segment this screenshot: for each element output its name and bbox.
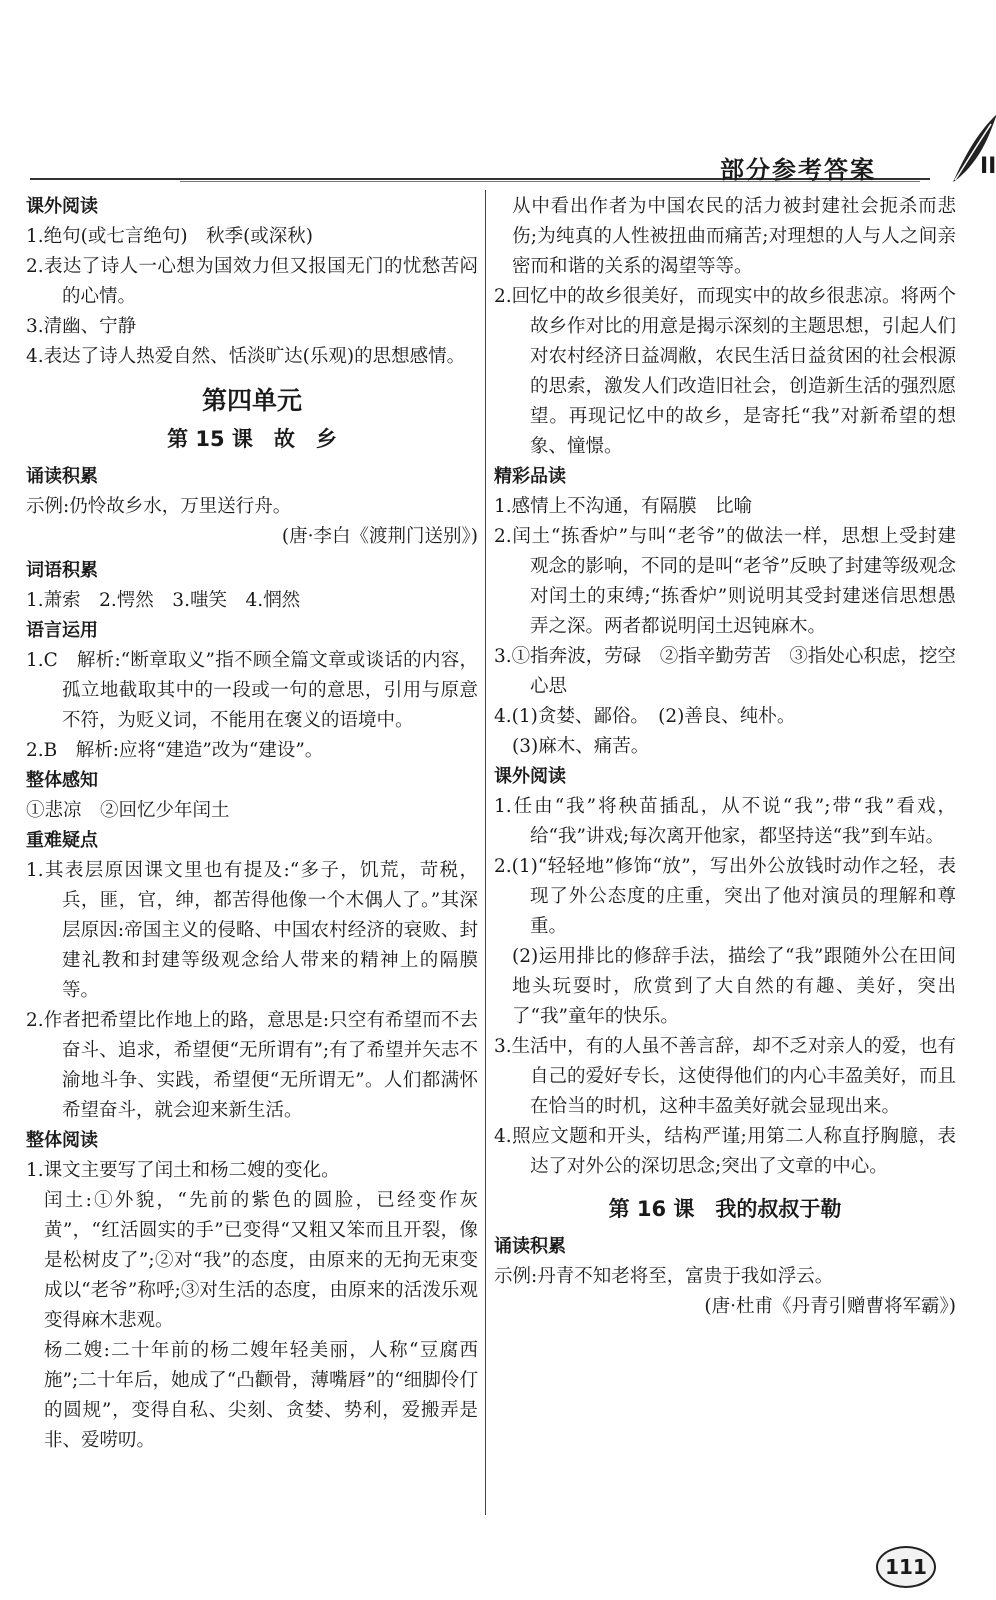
answer-line: 2.回忆中的故乡很美好，而现实中的故乡很悲凉。将两个故乡作对比的用意是揭示深刻的主题思想，引起人们对农村经济日益凋敝，农民生活日益贫困的社会根源的思索，激发人们改造旧社会，创造新生活的强烈愿望。再现记忆中的故乡，是寄托“我”对新希望的想象、憧憬。	[494, 286, 956, 457]
answer-line: 4.(1)贪婪、鄙俗。 (2)善良、纯朴。	[494, 706, 796, 727]
unit-title: 第四单元	[201, 386, 302, 415]
section-heading: 重难疑点	[26, 830, 98, 851]
answer-line: 3.①指奔波，劳碌 ②指辛勤劳苦 ③指处心积虑，挖空心思	[494, 646, 956, 697]
section-heading: 词语积累	[26, 560, 98, 581]
poem-source: (唐·杜甫《丹青引赠曹将军霸》)	[704, 1296, 956, 1317]
answer-line: 4.照应文题和开头，结构严谨;用第二人称直抒胸臆，表达了对外公的深切思念;突出了文章的中心。	[494, 1126, 956, 1177]
page-number: 111	[876, 1546, 936, 1588]
answer-line: 1.课文主要写了闰土和杨二嫂的变化。	[26, 1160, 340, 1181]
column-divider	[485, 190, 486, 1515]
answer-line: ①悲凉 ②回忆少年闰土	[26, 800, 230, 821]
answer-paragraph: (2)运用排比的修辞手法，描绘了“我”跟随外公在田间地头玩耍时，欣赏到了大自然的有趣、美好，突出了“我”童年的快乐。	[512, 946, 956, 1027]
answer-paragraph: 杨二嫂:二十年前的杨二嫂年轻美丽，人称“豆腐西施”;二十年后，她成了“凸颧骨，薄嘴唇”的“细脚伶仃的圆规”，变得自私、尖刻、贪婪、势利，爱搬弄是非、爱唠叨。	[44, 1340, 478, 1451]
answer-line: 2.B 解析:应将“建造”改为“建设”。	[26, 740, 324, 761]
poem-source: (唐·李白《渡荆门送别》)	[281, 526, 478, 547]
page-header	[30, 150, 996, 190]
answer-line: 3.生活中，有的人虽不善言辞，却不乏对亲人的爱，也有自己的爱好专长，这使得他们的内心丰盈美好，而且在恰当的时机，这种丰盈美好就会显现出来。	[494, 1036, 956, 1117]
header-title: 部分参考答案	[720, 156, 876, 184]
answer-line: 1.感情上不沟通，有隔膜 比喻	[494, 496, 753, 517]
answer-line: 1.绝句(或七言绝句) 秋季(或深秋)	[26, 226, 314, 247]
answer-line: 1.任由“我”将秧苗插乱，从不说“我”;带“我”看戏，给“我”讲戏;每次离开他家，都坚持送“我”到车站。	[494, 796, 956, 847]
answer-line: 2.表达了诗人一心想为国效力但又报国无门的忧愁苦闷的心情。	[26, 256, 478, 307]
section-heading: 精彩品读	[494, 466, 566, 487]
answer-paragraph: 从中看出作者为中国农民的活力被封建社会扼杀而悲伤;为纯真的人性被扭曲而痛苦;对理想的人与人之间亲密而和谐的关系的渴望等等。	[512, 196, 956, 277]
answer-line: 示例:仍怜故乡水，万里送行舟。	[26, 496, 292, 517]
answer-line: 2.作者把希望比作地上的路，意思是:只空有希望而不去奋斗、追求，希望便“无所谓有”;有了希望并矢志不渝地斗争、实践，希望便“无所谓无”。人们都满怀希望奋斗，就会迎来新生活。	[26, 1010, 478, 1121]
answer-line: 1.其表层原因课文里也有提及:“多子，饥荒，苛税，兵，匪，官，绅，都苦得他像一个木偶人了。”其深层原因:帝国主义的侵略、中国农村经济的衰败、封建礼教和封建等级观念给人带来的精神上的隔膜等。	[26, 860, 478, 1001]
answer-line: 4.表达了诗人热爱自然、恬淡旷达(乐观)的思想感情。	[26, 346, 466, 367]
section-heading: 整体阅读	[26, 1130, 98, 1151]
lesson-title: 第 15 课 故 乡	[167, 427, 337, 451]
header-mark: II	[980, 154, 996, 179]
right-column	[494, 192, 956, 1322]
section-heading: 诵读积累	[494, 1236, 566, 1257]
left-column	[26, 192, 478, 1456]
section-heading: 课外阅读	[26, 196, 98, 217]
section-heading: 语言运用	[26, 620, 98, 641]
answer-line: 示例:丹青不知老将至，富贵于我如浮云。	[494, 1266, 834, 1287]
lesson-title: 第 16 课 我的叔叔于勒	[608, 1197, 842, 1221]
answer-line: 1.C 解析:“断章取义”指不顾全篇文章或谈话的内容，孤立地截取其中的一段或一句的意思，引用与原意不符，为贬义词，不能用在褒义的语境中。	[26, 650, 478, 731]
answer-line: 3.清幽、宁静	[26, 316, 137, 337]
answer-line: 1.萧索 2.愕然 3.嗤笑 4.惘然	[26, 590, 301, 611]
section-heading: 整体感知	[26, 770, 98, 791]
section-heading: 诵读积累	[26, 466, 98, 487]
answer-paragraph: 闰土:①外貌，“先前的紫色的圆脸，已经变作灰黄”，“红活圆实的手”已变得“又粗又笨而且开裂，像是松树皮了”;②对“我”的态度，由原来的无拘无束变成以“老爷”称呼;③对生活的态度，由原来的活泼乐观变得麻木悲观。	[44, 1190, 478, 1331]
answer-line: 2.(1)“轻轻地”修饰“放”，写出外公放钱时动作之轻，表现了外公态度的庄重，突出了他对演员的理解和尊重。	[494, 856, 956, 937]
section-heading: 课外阅读	[494, 766, 566, 787]
answer-line: 2.闰土“拣香炉”与叫“老爷”的做法一样，思想上受封建观念的影响，不同的是叫“老爷”反映了封建等级观念对闰土的束缚;“拣香炉”则说明其受封建迷信思想愚弄之深。两者都说明闰土迟钝麻木。	[494, 526, 956, 637]
answer-line: (3)麻木、痛苦。	[512, 736, 650, 757]
